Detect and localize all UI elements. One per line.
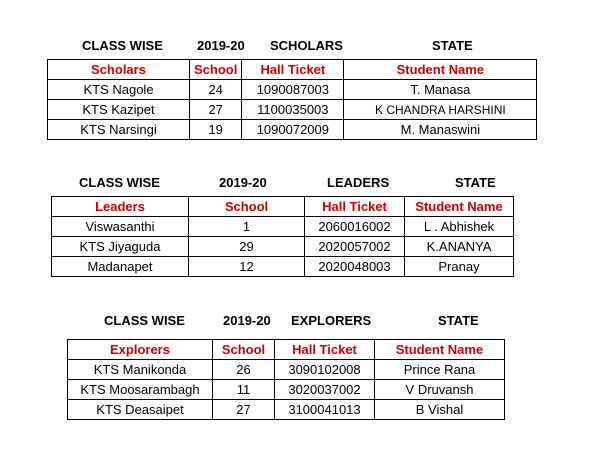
cell-school-code: 1 xyxy=(189,217,305,237)
table-row xyxy=(52,237,514,257)
table-row xyxy=(68,400,505,420)
cell-school-code: 11 xyxy=(213,380,275,400)
section-1-year-label: 2019-20 xyxy=(197,38,245,53)
cell-student-name: K.ANANYA xyxy=(405,237,514,257)
table-header-row xyxy=(52,197,514,217)
cell-hall-ticket: 2060016002 xyxy=(305,217,405,237)
column-header-scholars: Scholars xyxy=(48,60,190,80)
cell-school-name: KTS Nagole xyxy=(48,80,190,100)
cell-student-name: M. Manaswini xyxy=(344,120,537,140)
cell-school-code: 24 xyxy=(190,80,242,100)
leaders-table xyxy=(51,196,514,277)
cell-school-name: KTS Manikonda xyxy=(68,360,213,380)
table-row xyxy=(68,360,505,380)
cell-school-code: 26 xyxy=(213,360,275,380)
cell-hall-ticket: 1100035003 xyxy=(242,100,344,120)
table-row xyxy=(52,217,514,237)
cell-student-name: L . Abhishek xyxy=(405,217,514,237)
section-1-category-label: SCHOLARS xyxy=(270,38,343,53)
cell-school-name: Viswasanthi xyxy=(52,217,189,237)
cell-school-code: 27 xyxy=(213,400,275,420)
cell-school-name: KTS Kazipet xyxy=(48,100,190,120)
column-header-school: School xyxy=(213,340,275,360)
cell-school-name: Madanapet xyxy=(52,257,189,277)
cell-student-name: Pranay xyxy=(405,257,514,277)
cell-hall-ticket: 1090072009 xyxy=(242,120,344,140)
table-row xyxy=(48,120,537,140)
cell-school-code: 27 xyxy=(190,100,242,120)
cell-school-name: KTS Narsingi xyxy=(48,120,190,140)
table-row xyxy=(52,257,514,277)
cell-student-name: V Druvansh xyxy=(375,380,505,400)
cell-hall-ticket: 2020057002 xyxy=(305,237,405,257)
cell-hall-ticket: 1090087003 xyxy=(242,80,344,100)
cell-school-code: 19 xyxy=(190,120,242,140)
table-row xyxy=(68,380,505,400)
column-header-leaders: Leaders xyxy=(52,197,189,217)
section-3-category-label: EXPLORERS xyxy=(291,313,372,328)
section-3-class-wise-label: CLASS WISE xyxy=(104,313,185,328)
cell-student-name: T. Manasa xyxy=(344,80,537,100)
section-1-class-wise-label: CLASS WISE xyxy=(82,38,163,53)
cell-student-name: Prince Rana xyxy=(375,360,505,380)
cell-school-name: KTS Jiyaguda xyxy=(52,237,189,257)
table-row xyxy=(48,80,537,100)
section-2-year-label: 2019-20 xyxy=(219,175,267,190)
cell-school-code: 29 xyxy=(189,237,305,257)
cell-school-code: 12 xyxy=(189,257,305,277)
table-header-row xyxy=(68,340,505,360)
cell-student-name: K CHANDRA HARSHINI xyxy=(344,100,537,120)
section-2-class-wise-label: CLASS WISE xyxy=(79,175,160,190)
column-header-student-name: Student Name xyxy=(405,197,514,217)
cell-school-name: KTS Deasaipet xyxy=(68,400,213,420)
cell-hall-ticket: 3090102008 xyxy=(275,360,375,380)
section-1-state-label: STATE xyxy=(432,38,473,53)
cell-student-name: B Vishal xyxy=(375,400,505,420)
column-header-explorers: Explorers xyxy=(68,340,213,360)
column-header-hall-ticket: Hall Ticket xyxy=(242,60,344,80)
section-3-state-label: STATE xyxy=(438,313,479,328)
scholars-table xyxy=(47,59,537,140)
column-header-school: School xyxy=(189,197,305,217)
explorers-table xyxy=(67,339,505,420)
table-row xyxy=(48,100,537,120)
cell-hall-ticket: 3100041013 xyxy=(275,400,375,420)
section-2-state-label: STATE xyxy=(455,175,496,190)
cell-hall-ticket: 2020048003 xyxy=(305,257,405,277)
section-2-category-label: LEADERS xyxy=(327,175,390,190)
column-header-school: School xyxy=(190,60,242,80)
column-header-hall-ticket: Hall Ticket xyxy=(275,340,375,360)
table-header-row xyxy=(48,60,537,80)
column-header-student-name: Student Name xyxy=(375,340,505,360)
column-header-hall-ticket: Hall Ticket xyxy=(305,197,405,217)
column-header-student-name: Student Name xyxy=(344,60,537,80)
section-3-year-label: 2019-20 xyxy=(223,313,271,328)
cell-school-name: KTS Moosarambagh xyxy=(68,380,213,400)
cell-hall-ticket: 3020037002 xyxy=(275,380,375,400)
